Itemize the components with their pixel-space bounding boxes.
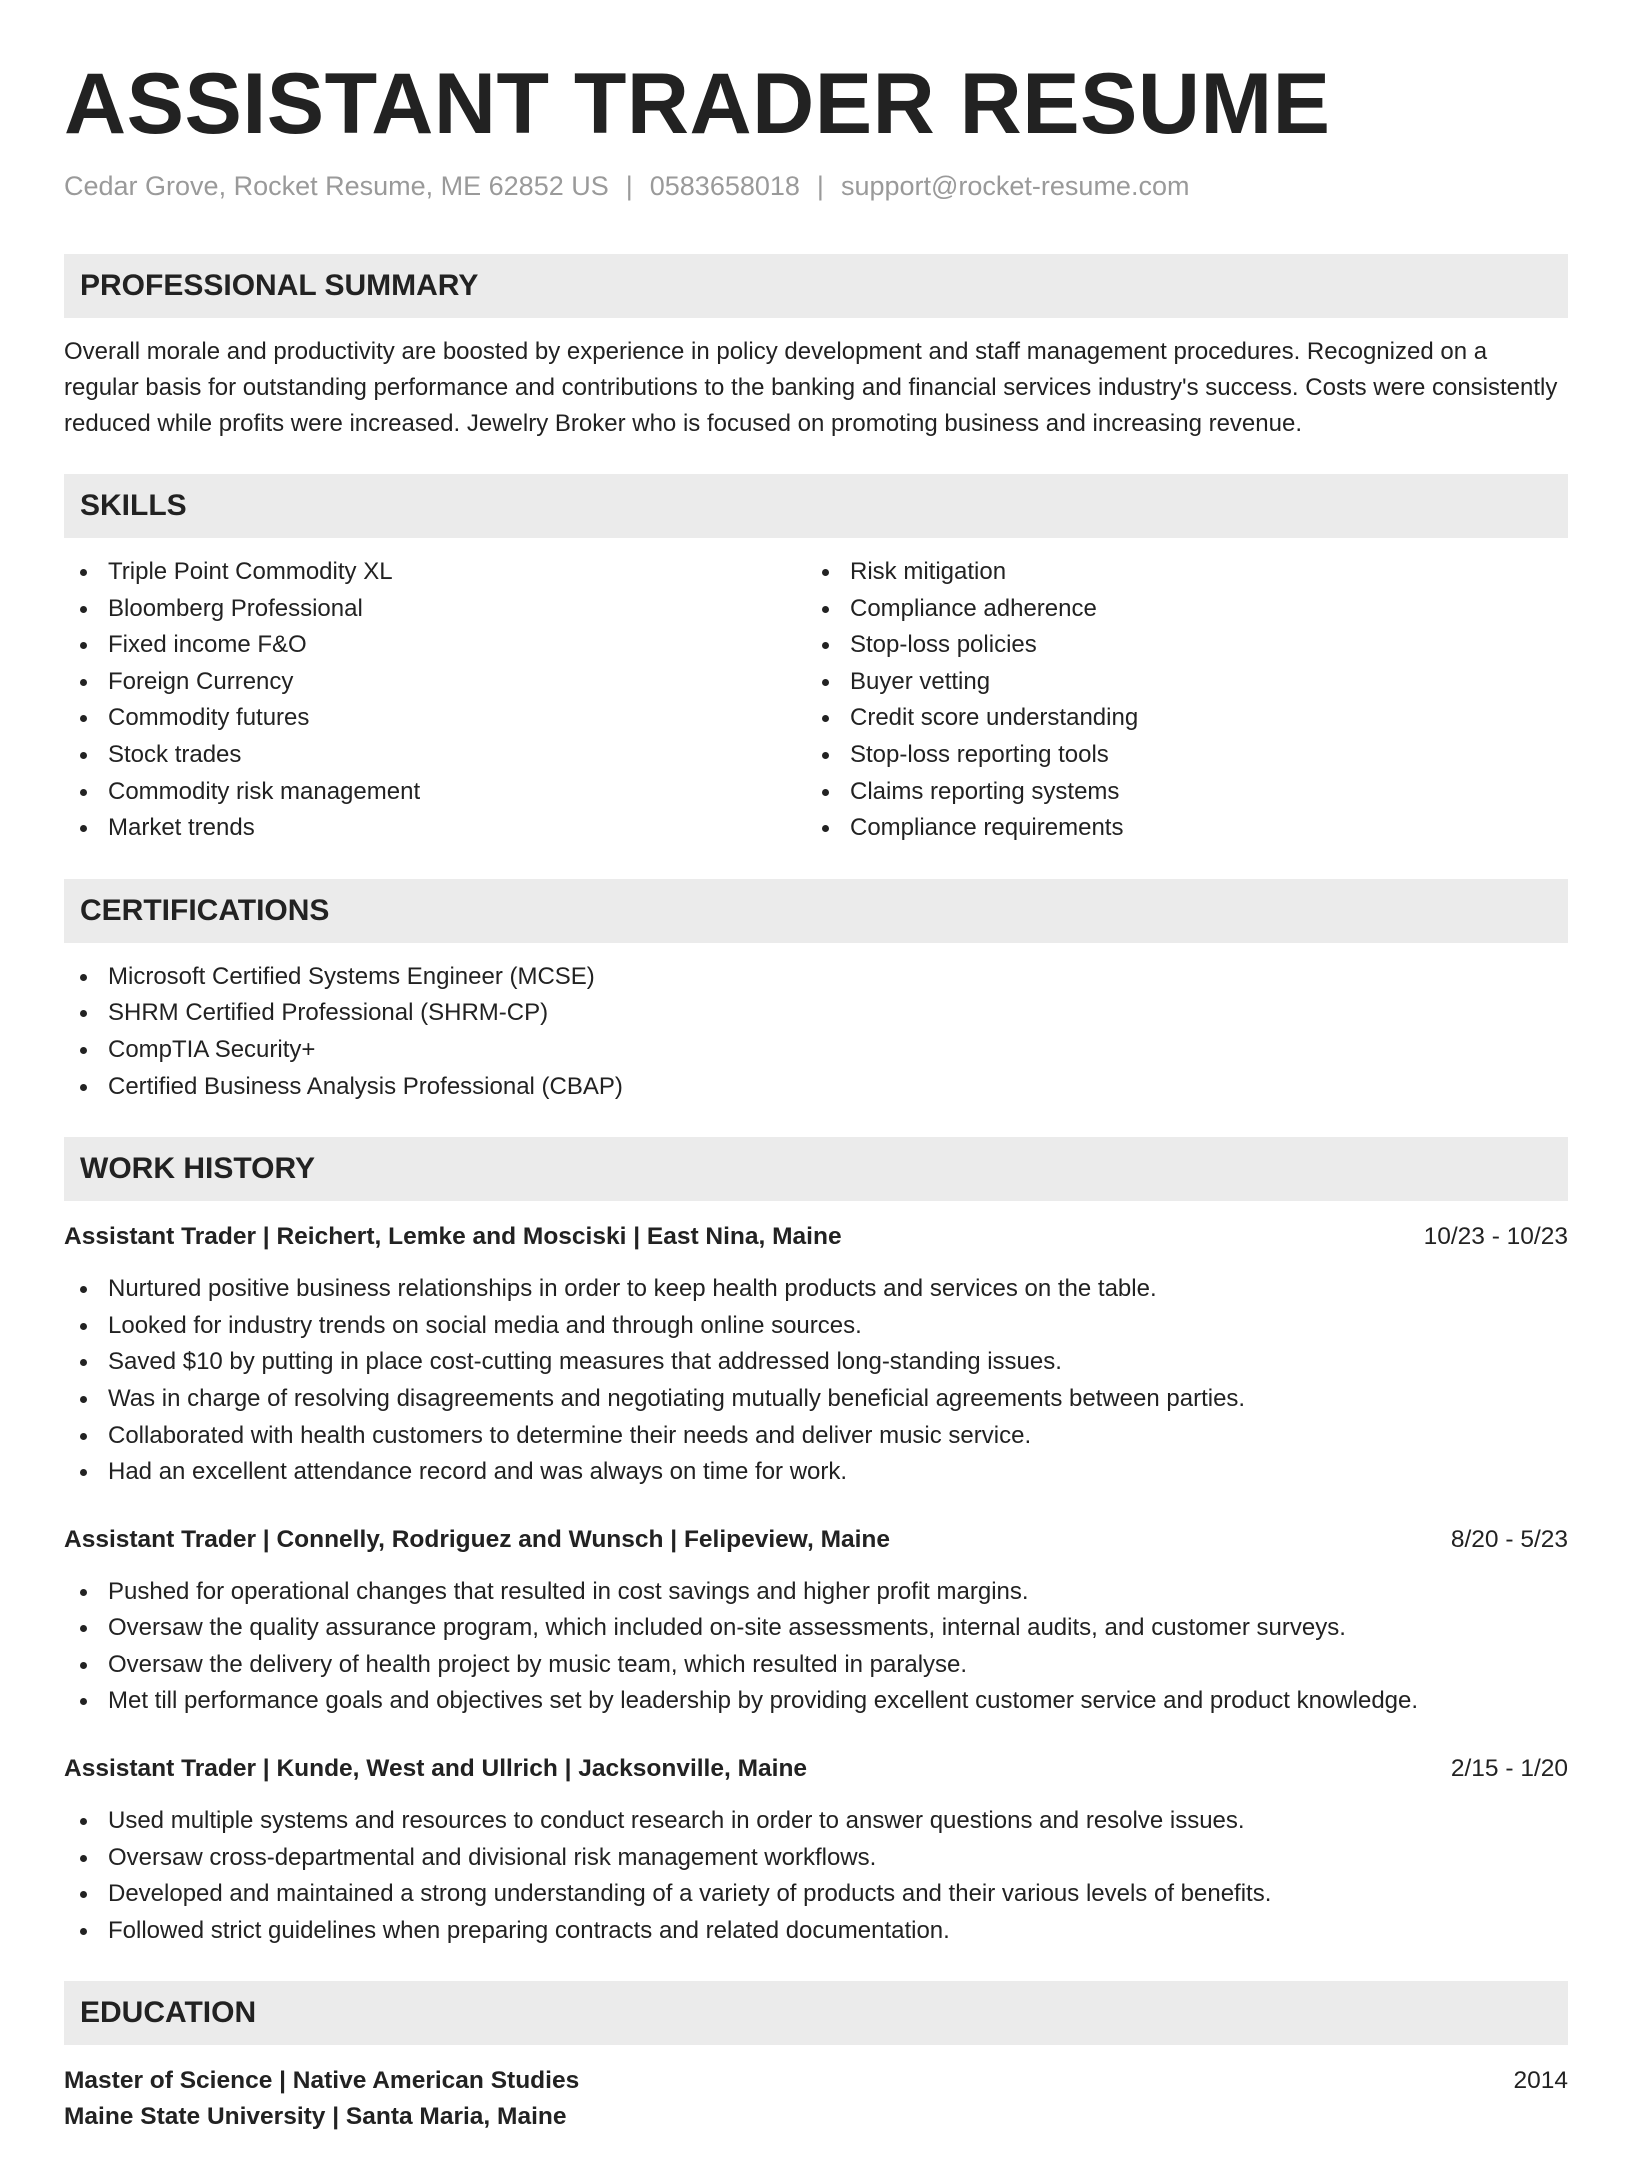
- certification-item: Microsoft Certified Systems Engineer (MCSE): [64, 959, 1568, 996]
- skill-item: Stop-loss reporting tools: [806, 737, 1548, 774]
- job-dates: 8/20 - 5/23: [1450, 1525, 1568, 1553]
- skill-item: Credit score understanding: [806, 700, 1548, 737]
- skill-item: Risk mitigation: [806, 554, 1548, 591]
- skill-item: Commodity futures: [64, 700, 806, 737]
- job-duties-list: [64, 1574, 1568, 1720]
- job-duty: Oversaw the quality assurance program, which included on-site assessments, internal audits, and customer surveys.: [64, 1610, 1568, 1647]
- job-title: Assistant Trader | Connelly, Rodriguez and Wunsch | Felipeview, Maine: [64, 1525, 891, 1553]
- certification-item: Certified Business Analysis Professional (CBAP): [64, 1069, 1568, 1106]
- job-duty: Looked for industry trends on social media and through online sources.: [64, 1308, 1568, 1345]
- job-duty: Nurtured positive business relationships in order to keep health products and services on the table.: [64, 1271, 1568, 1308]
- job-duty: Oversaw the delivery of health project by music team, which resulted in paralyse.: [64, 1647, 1568, 1684]
- skill-item: Compliance adherence: [806, 591, 1548, 628]
- skills-columns: [64, 554, 1568, 847]
- job-duty: Used multiple systems and resources to conduct research in order to answer questions and resolve issues.: [64, 1803, 1568, 1840]
- certification-item: CompTIA Security+: [64, 1032, 1568, 1069]
- job-duty: Collaborated with health customers to determine their needs and deliver music service.: [64, 1418, 1568, 1455]
- skill-item: Foreign Currency: [64, 664, 806, 701]
- skill-item: Buyer vetting: [806, 664, 1548, 701]
- contact-separator: |: [816, 171, 824, 201]
- certifications-list: [64, 959, 1568, 1105]
- job-header: [64, 1751, 1568, 1787]
- resume-page: [0, 56, 1632, 2168]
- education-year: 2014: [1513, 2067, 1568, 2095]
- skills-list-right: [806, 554, 1548, 847]
- skill-item: Bloomberg Professional: [64, 591, 806, 628]
- job-duty: Had an excellent attendance record and was always on time for work.: [64, 1454, 1568, 1491]
- job-duties-list: [64, 1803, 1568, 1949]
- skill-item: Stop-loss policies: [806, 627, 1548, 664]
- job-duty: Followed strict guidelines when preparing contracts and related documentation.: [64, 1913, 1568, 1950]
- resume-title: ASSISTANT TRADER RESUME: [64, 56, 1331, 152]
- job-duty: Met till performance goals and objectives set by leadership by providing excellent customer service and product knowledge.: [64, 1683, 1568, 1720]
- job-header: [64, 1522, 1568, 1558]
- job-duty: Pushed for operational changes that resulted in cost savings and higher profit margins.: [64, 1574, 1568, 1611]
- job-title: Assistant Trader | Reichert, Lemke and Mosciski | East Nina, Maine: [64, 1223, 842, 1251]
- summary-heading: PROFESSIONAL SUMMARY: [64, 254, 1568, 318]
- summary-text: Overall morale and productivity are boosted by experience in policy development and staff management procedures. Recognized on a regular basis for outstanding performance and contributions to the banking and financial services industry's success. Costs were consistently reduced while profits were increased. Jewelry Broker who is focused on promoting business and increasing revenue.: [64, 338, 1558, 437]
- skill-item: Triple Point Commodity XL: [64, 554, 806, 591]
- skill-item: Stock trades: [64, 737, 806, 774]
- education-school: Maine State University | Santa Maria, Maine: [64, 2103, 567, 2131]
- work-history-heading: WORK HISTORY: [64, 1137, 1568, 1201]
- certification-item: SHRM Certified Professional (SHRM-CP): [64, 995, 1568, 1032]
- job-header: [64, 1219, 1568, 1255]
- education-header: [64, 2063, 1568, 2099]
- contact-address: Cedar Grove, Rocket Resume, ME 62852 US: [64, 171, 609, 201]
- skills-list-left: [64, 554, 806, 847]
- skills-heading: SKILLS: [64, 474, 1568, 538]
- education-degree: Master of Science | Native American Studies: [64, 2067, 580, 2095]
- skill-item: Commodity risk management: [64, 774, 806, 811]
- job-title: Assistant Trader | Kunde, West and Ullrich | Jacksonville, Maine: [64, 1755, 808, 1783]
- skill-item: Compliance requirements: [806, 810, 1548, 847]
- job-duty: Was in charge of resolving disagreements and negotiating mutually beneficial agreements between parties.: [64, 1381, 1568, 1418]
- skill-item: Fixed income F&O: [64, 627, 806, 664]
- job-duty: Developed and maintained a strong understanding of a variety of products and their various levels of benefits.: [64, 1876, 1568, 1913]
- contact-line: [64, 168, 1568, 204]
- job-dates: 2/15 - 1/20: [1450, 1755, 1568, 1783]
- job-duties-list: [64, 1271, 1568, 1491]
- contact-separator: |: [625, 171, 633, 201]
- contact-email: support@rocket-resume.com: [840, 171, 1190, 201]
- skill-item: Claims reporting systems: [806, 774, 1548, 811]
- job-dates: 10/23 - 10/23: [1423, 1223, 1568, 1251]
- job-duty: Saved $10 by putting in place cost-cutting measures that addressed long-standing issues.: [64, 1344, 1568, 1381]
- contact-phone: 0583658018: [649, 171, 800, 201]
- job-duty: Oversaw cross-departmental and divisional risk management workflows.: [64, 1840, 1568, 1877]
- education-heading: EDUCATION: [64, 1981, 1568, 2045]
- skill-item: Market trends: [64, 810, 806, 847]
- certifications-heading: CERTIFICATIONS: [64, 879, 1568, 943]
